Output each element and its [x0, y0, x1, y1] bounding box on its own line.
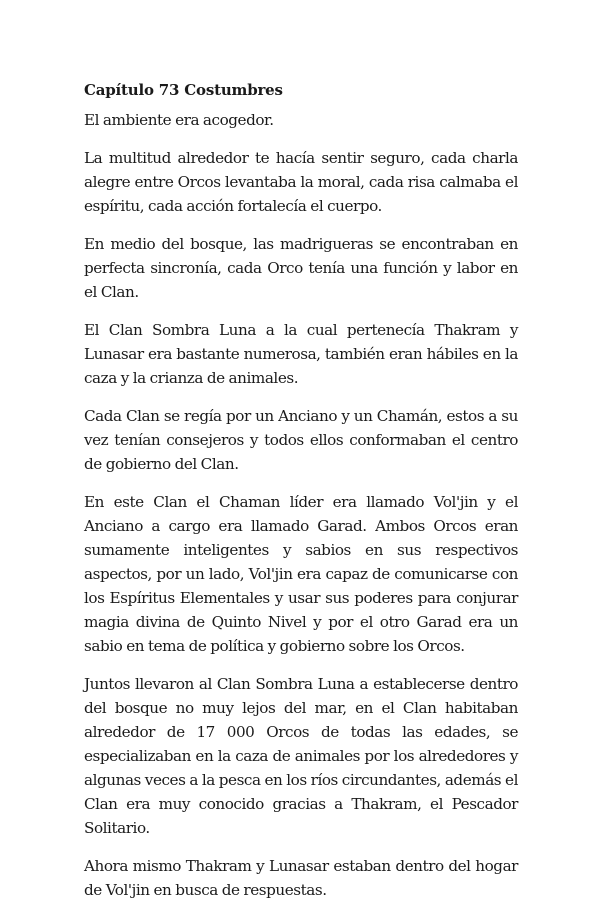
book-page	[84, 78, 518, 916]
paragraph: El Clan Sombra Luna a la cual pertenecía Thakram y Lunasar era bastante numerosa, también eran hábiles en la caza y la crianza de animales.	[84, 321, 518, 387]
paragraph: En este Clan el Chaman líder era llamado Vol'jin y el Anciano a cargo era llamado Garad. Ambos Orcos eran sumamente inteligentes y sabios en sus respectivos aspectos, por un lado, Vol'jin era capaz de comunicarse con los Espíritus Elementales y usar sus poderes para conjurar magia divina de Quinto Nivel y por el otro Garad era un sabio en tema de política y gobierno sobre los Orcos.	[84, 493, 518, 655]
paragraph: Juntos llevaron al Clan Sombra Luna a establecerse dentro del bosque no muy lejos del mar, en el Clan habitaban alrededor de 17 000 Orcos de todas las edades, se especializaban en la caza de animales por los alrededores y algunas veces a la pesca en los ríos circundantes, además el Clan era muy conocido gracias a Thakram, el Pescador Solitario.	[84, 675, 518, 837]
chapter-title: Capítulo 73 Costumbres	[84, 81, 283, 99]
paragraph: La multitud alrededor te hacía sentir seguro, cada charla alegre entre Orcos levantaba la moral, cada risa calmaba el espíritu, cada acción fortalecía el cuerpo.	[84, 149, 518, 215]
paragraph: Cada Clan se regía por un Anciano y un Chamán, estos a su vez tenían consejeros y todos ellos conformaban el centro de gobierno del Clan.	[84, 407, 518, 473]
paragraph: El ambiente era acogedor.	[84, 111, 274, 129]
paragraph: En medio del bosque, las madrigueras se encontraban en perfecta sincronía, cada Orco tenía una función y labor en el Clan.	[84, 235, 518, 301]
paragraph: Ahora mismo Thakram y Lunasar estaban dentro del hogar de Vol'jin en busca de respuestas.	[84, 857, 518, 899]
